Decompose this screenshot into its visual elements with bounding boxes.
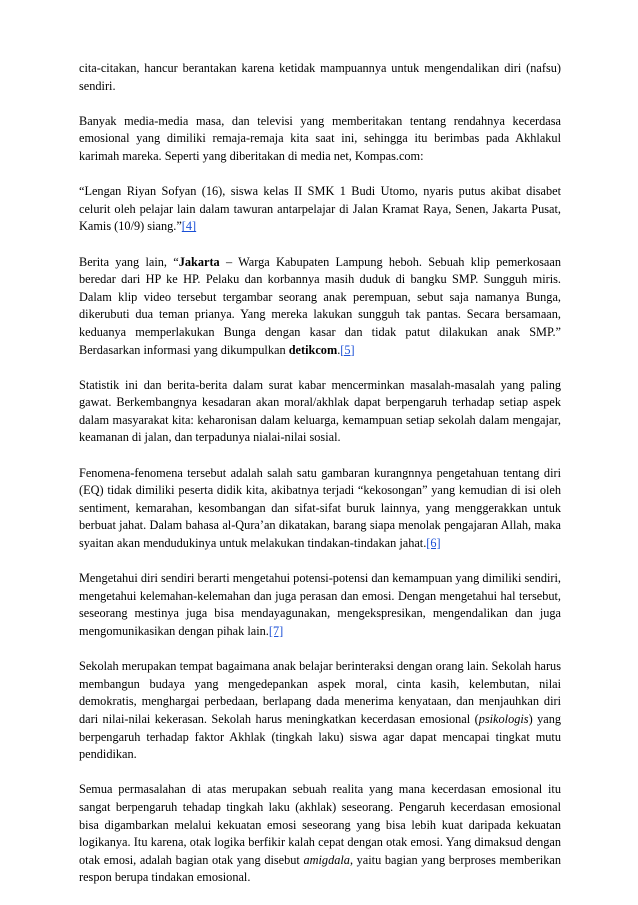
paragraph-3: [79, 183, 561, 236]
paragraph-8-pre: Sekolah merupakan tempat bagaimana anak belajar berinteraksi dengan orang lain. Sekolah harus membangun budaya yang mengedepankan aspek moral, cinta kasih, kelembutan, nilai demokratis, menghargai perbedaan, berlapang dada menerima kenyataan, dan menjauhkan diri dari nilai-nilai kekerasan. Sekolah harus meningkatkan kecerdasan emosional (: [79, 659, 561, 726]
paragraph-5-text: Statistik ini dan berita-berita dalam surat kabar mencerminkan masalah-masalah yang paling gawat. Berkembangnya kesadaran akan moral/akhlak dapat berpengaruh terhadap setiap aspek dalam masyarakat kita: keharonisan dalam keluarga, kemampuan setiap sekolah dalam mengajar, keamanan di jalan, dan terpadunya nialai-nilai sosial.: [79, 377, 561, 445]
paragraph-9-post: , yaitu bagian yang berproses memberikan respon berupa tindakan emosional.: [79, 852, 561, 885]
paragraph-2: [79, 113, 561, 166]
paragraph-6: [79, 465, 561, 553]
paragraph-1: [79, 60, 561, 95]
paragraph-4-bold-detikcom: detikcom: [288, 342, 338, 357]
paragraph-4-pre: Berita yang lain, “: [79, 254, 179, 269]
paragraph-5: [79, 377, 561, 447]
paragraph-9: [79, 781, 561, 887]
paragraph-4-bold-jakarta: Jakarta: [178, 254, 220, 269]
footnote-link-7[interactable]: [7]: [268, 624, 284, 638]
paragraph-1-text: cita-citakan, hancur berantakan karena ketidak mampuannya untuk mengendalikan diri (nafsu) sendiri.: [79, 61, 561, 93]
paragraph-2-text: Banyak media-media masa, dan televisi yang memberitakan tentang rendahnya kecerdasa emosional yang dimiliki remaja-remaja kita saat ini, sehingga itu berimbas pada Akhlakul karimah mareka. Seperti yang diberitakan di media net, Kompas.com:: [79, 113, 561, 163]
footnote-link-5[interactable]: [5]: [340, 342, 355, 357]
paragraph-3-text: “Lengan Riyan Sofyan (16), siswa kelas II SMK 1 Budi Utomo, nyaris putus akibat disabet celurit oleh pelajar lain dalam tawuran antarpelajar di Jalan Kramat Raya, Senen, Jakarta Pusat, Kamis (10/9) siang.”: [79, 184, 561, 234]
paragraph-9-italic: amigdala: [303, 852, 350, 867]
paragraph-4-post: .: [337, 342, 341, 357]
paragraph-8-post: ) yang berpengaruh terhadap faktor Akhlak (tingkah laku) siswa agar dapat mencapai tingkat mutu pendidikan.: [79, 711, 561, 762]
paragraph-4: [79, 254, 561, 360]
footnote-link-4[interactable]: [4]: [181, 219, 197, 234]
paragraph-6-text: Fenomena-fenomena tersebut adalah salah satu gambaran kurangnnya pengetahuan tentang diri (EQ) tidak dimiliki peserta didik kita, akibatnya terjadi “kekosongan” yang kemudian di isi oleh sentiment, kemarahan, kesombangan dan sifat-sifat buruk lainnya, yang menggerakkan untuk berbuat jahat. Dalam bahasa al-Qura’an dikatakan, barang siapa menolak pengajaran Allah, maka syaitan akan mendudukinya untuk melakukan tindakan-tindakan jahat.: [79, 465, 561, 551]
document-page: [79, 60, 561, 905]
paragraph-4-mid: – Warga Kabupaten Lampung heboh. Sebuah klip pemerkosaan beredar dari HP ke HP. Pelaku dan korbannya masih duduk di bangku SMP. Sungguh miris. Dalam klip video tersebut tergambar seorang anak perempuan, sebut saja namanya Bunga, dikerubuti dua teman prianya. Yang mereka lakukan sungguh tak pantas. Secara bersamaan, keduanya memperlakukan Bunga dengan kasar dan tidak patut dilakukan anak SMP.” Berdasarkan informasi yang dikumpulkan: [79, 254, 561, 357]
paragraph-8-italic: psikologis: [478, 711, 529, 726]
footnote-link-6[interactable]: [6]: [426, 536, 441, 551]
paragraph-7: [79, 570, 561, 640]
paragraph-9-pre: Semua permasalahan di atas merupakan sebuah realita yang mana kecerdasan emosional itu sangat berpengaruh tehadap tingkah laku (akhlak) seseorang. Pengaruh kecerdasan emosional bisa digambarkan melalui kekuatan emosi seseorang yang bisa lebih kuat daripada kekuatan logikanya. Itu karena, otak logika berfikir kalah cepat dengan otak emosi. Yang dimaksud dengan otak emosi, adalah bagian otak yang disebut: [79, 782, 561, 867]
paragraph-7-text: Mengetahui diri sendiri berarti mengetahui potensi-potensi dan kemampuan yang dimiliki sendiri, mengetahui kelemahan-kelemahan dan juga perasan dan emosi. Dengan mengetahui hal tersebut, seseorang mestinya juga bisa mendayagunakan, mengekspresikan, mengendalikan dan juga mengomunikasikan dengan pihak lain.: [79, 571, 561, 638]
paragraph-8: [79, 658, 561, 764]
